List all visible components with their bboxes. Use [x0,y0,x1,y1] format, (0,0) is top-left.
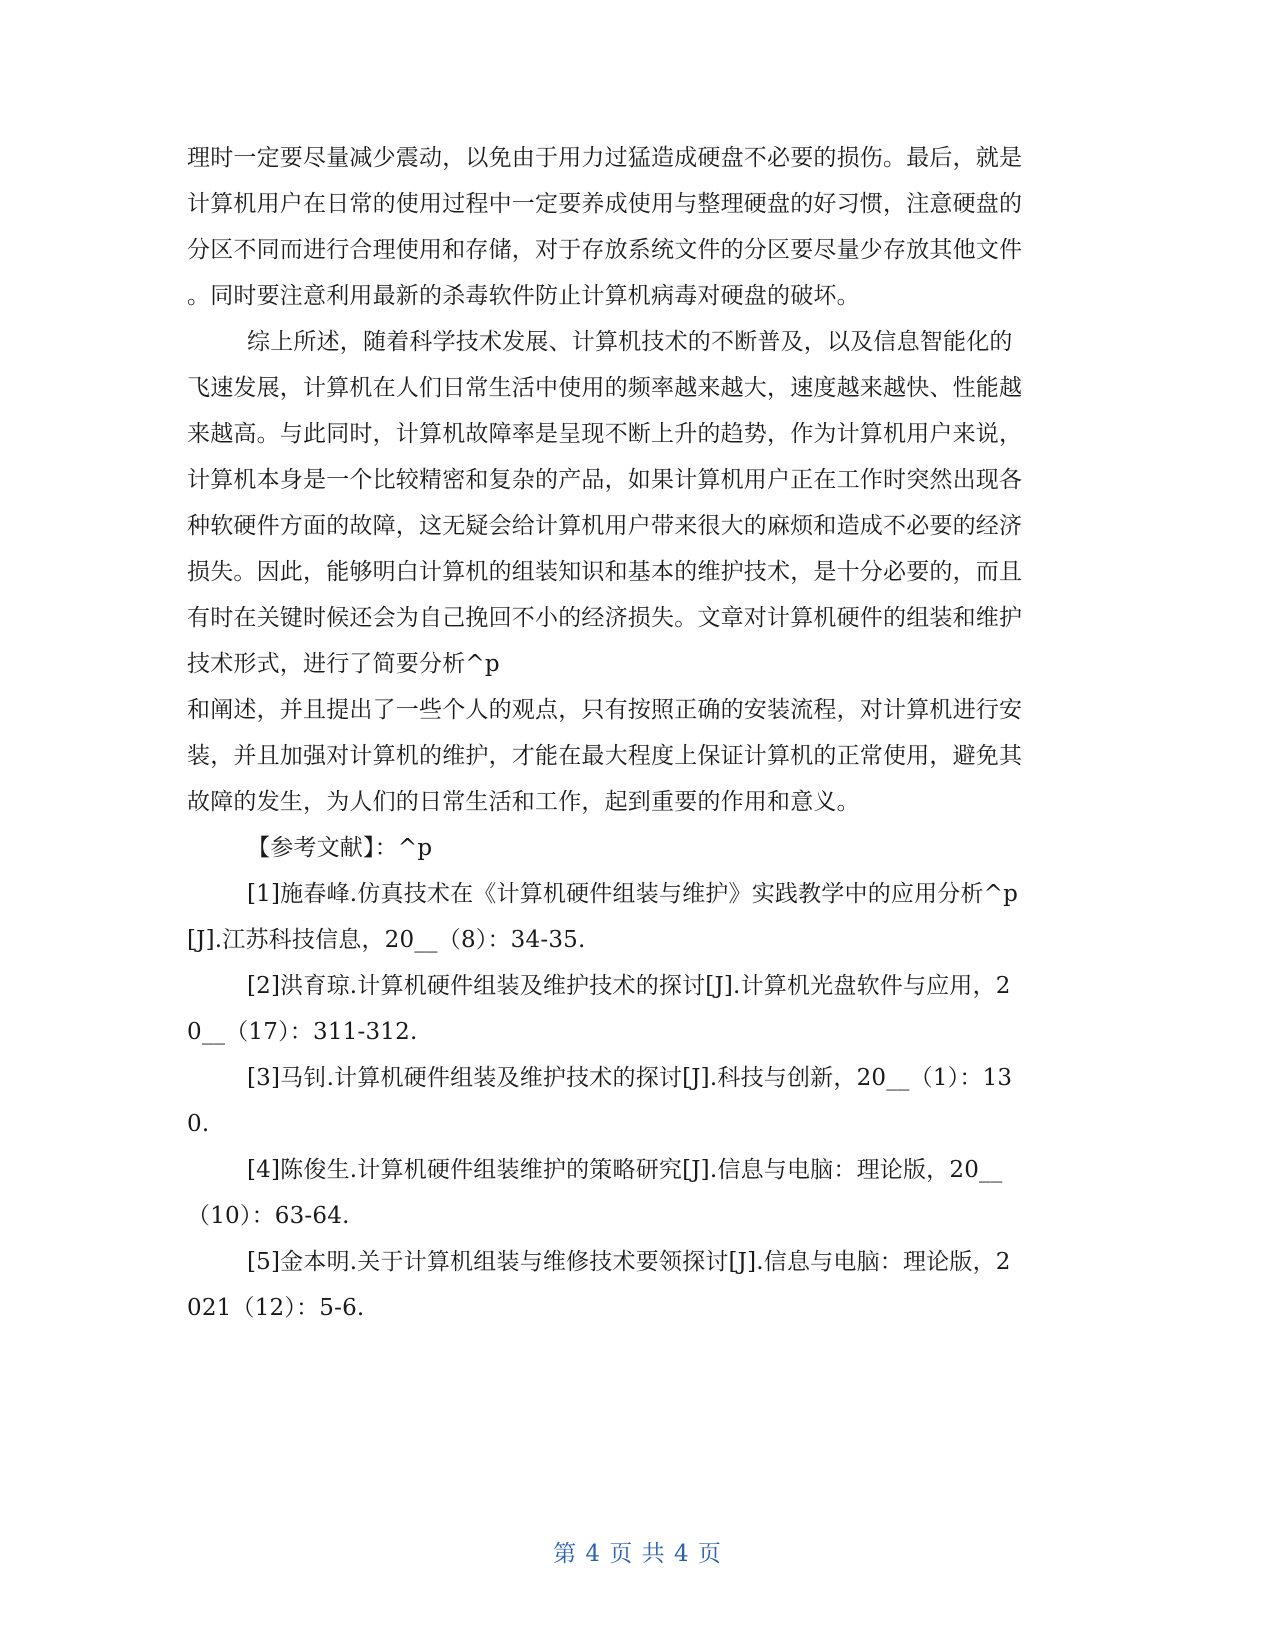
text-line: 损失。因此，能够明白计算机的组装知识和基本的维护技术，是十分必要的，而且 [187,559,1023,585]
reference-item: [1]施春峰.仿真技术在《计算机硬件组装与维护》实践教学中的应用分析^p [247,881,1019,907]
reference-item: [4]陈俊生.计算机硬件组装维护的策略研究[J].信息与电脑：理论版，20__ [247,1157,1003,1183]
text-line: 有时在关键时候还会为自己挽回不小的经济损失。文章对计算机硬件的组装和维护 [187,605,1023,631]
text-line: 计算机本身是一个比较精密和复杂的产品，如果计算机用户正在工作时突然出现各 [187,467,1023,493]
text-line: 计算机用户在日常的使用过程中一定要养成使用与整理硬盘的好习惯，注意硬盘的 [187,191,1023,217]
references-heading: 【参考文献】：^p [247,835,433,861]
text-line: 故障的发生，为人们的日常生活和工作，起到重要的作用和意义。 [187,789,860,815]
page-number-footer: 第 4 页 共 4 页 [553,1541,722,1567]
text-line: 装，并且加强对计算机的维护，才能在最大程度上保证计算机的正常使用，避免其 [187,743,1023,769]
reference-item-continuation: 0. [187,1111,210,1137]
text-line: 种软硬件方面的故障，这无疑会给计算机用户带来很大的麻烦和造成不必要的经济 [187,513,1023,539]
text-line: 和阐述，并且提出了一些个人的观点，只有按照正确的安装流程，对计算机进行安 [187,697,1023,723]
text-line: 分区不同而进行合理使用和存储，对于存放系统文件的分区要尽量少存放其他文件 [187,237,1023,263]
reference-item: [3]马钊.计算机硬件组装及维护技术的探讨[J].科技与创新，20__（1）：13 [247,1065,1013,1091]
text-line: 飞速发展，计算机在人们日常生活中使用的频率越来越大，速度越来越快、性能越 [187,375,1023,401]
reference-item-continuation: 0__（17）：311-312. [187,1019,418,1045]
text-line: 综上所述，随着科学技术发展、计算机技术的不断普及，以及信息智能化的 [247,329,1013,355]
reference-item-continuation: （10）：63-64. [187,1203,350,1229]
text-line: 技术形式，进行了简要分析^p [187,651,500,677]
reference-item-continuation: 021（12）：5-6. [187,1295,365,1321]
text-line: 理时一定要尽量减少震动，以免由于用力过猛造成硬盘不必要的损伤。最后，就是 [187,145,1023,171]
reference-item-continuation: [J].江苏科技信息，20__（8）：34-35. [187,927,586,953]
text-line: 。同时要注意利用最新的杀毒软件防止计算机病毒对硬盘的破坏。 [187,283,860,309]
text-line: 来越高。与此同时，计算机故障率是呈现不断上升的趋势，作为计算机用户来说， [187,421,1023,447]
reference-item: [2]洪育琼.计算机硬件组装及维护技术的探讨[J].计算机光盘软件与应用，2 [247,973,1011,999]
reference-item: [5]金本明.关于计算机组装与维修技术要领探讨[J].信息与电脑：理论版，2 [247,1249,1011,1275]
